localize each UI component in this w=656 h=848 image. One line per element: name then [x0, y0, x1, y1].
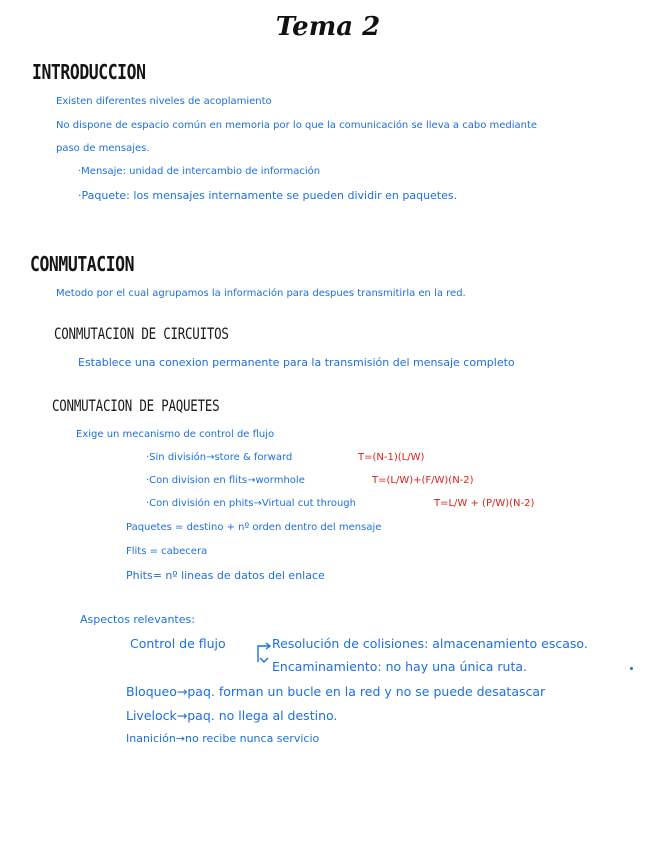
- paquetes-item-virtual-cut-through: ·Con división en phits→Virtual cut through: [146, 498, 356, 509]
- intro-bullet-mensaje: ·Mensaje: unidad de intercambio de información: [78, 166, 321, 177]
- aspecto-inanicion: Inanición→no recibe nunca servicio: [126, 732, 320, 745]
- paquetes-desc: Exige un mecanismo de control de flujo: [76, 429, 275, 440]
- intro-line-3: paso de mensajes.: [56, 143, 150, 154]
- aspecto-control-flujo: Control de flujo: [130, 636, 226, 651]
- page-title: Tema 2: [275, 12, 381, 42]
- heading-conmutacion-circuitos: CONMUTACION DE CIRCUITOS: [54, 324, 229, 343]
- aspecto-resolucion-colisiones: Resolución de colisiones: almacenamiento escaso.: [272, 636, 588, 651]
- heading-conmutacion-paquetes: CONMUTACION DE PAQUETES: [52, 396, 220, 415]
- aspecto-livelock: Livelock→paq. no llega al destino.: [126, 708, 338, 723]
- paquetes-item-store-forward: ·Sin división→store & forward: [146, 452, 293, 463]
- conmutacion-desc: Metodo por el cual agrupamos la información para despues transmitirla en la red.: [56, 288, 466, 299]
- intro-bullet-paquete: ·Paquete: los mensajes internamente se pueden dividir en paquetes.: [78, 189, 458, 202]
- def-phits: Phits= nº lineas de datos del enlace: [126, 569, 325, 582]
- def-paquetes: Paquetes = destino + nº orden dentro del mensaje: [126, 522, 382, 533]
- formula-wormhole: T=(L/W)+(F/W)(N-2): [372, 475, 474, 486]
- formula-store-forward: T=(N-1)(L/W): [358, 452, 425, 463]
- formula-virtual-cut-through: T=L/W + (P/W)(N-2): [434, 498, 535, 509]
- paquetes-item-wormhole: ·Con division en flits→wormhole: [146, 475, 305, 486]
- circuitos-desc: Establece una conexion permanente para la transmisión del mensaje completo: [78, 356, 515, 369]
- intro-line-1: Existen diferentes niveles de acoplamiento: [56, 96, 272, 107]
- heading-conmutacion: CONMUTACION: [30, 252, 135, 276]
- heading-introduccion: INTRODUCCION: [32, 60, 146, 84]
- stray-dot: [630, 667, 633, 670]
- aspecto-encaminamiento: Encaminamiento: no hay una única ruta.: [272, 659, 527, 674]
- intro-line-2: No dispone de espacio común en memoria por lo que la comunicación se lleva a cabo mediante: [56, 120, 538, 131]
- aspecto-bloqueo: Bloqueo→paq. forman un bucle en la red y no se puede desatascar: [126, 684, 546, 699]
- aspectos-heading: Aspectos relevantes:: [80, 613, 195, 626]
- def-flits: Flits = cabecera: [126, 546, 208, 557]
